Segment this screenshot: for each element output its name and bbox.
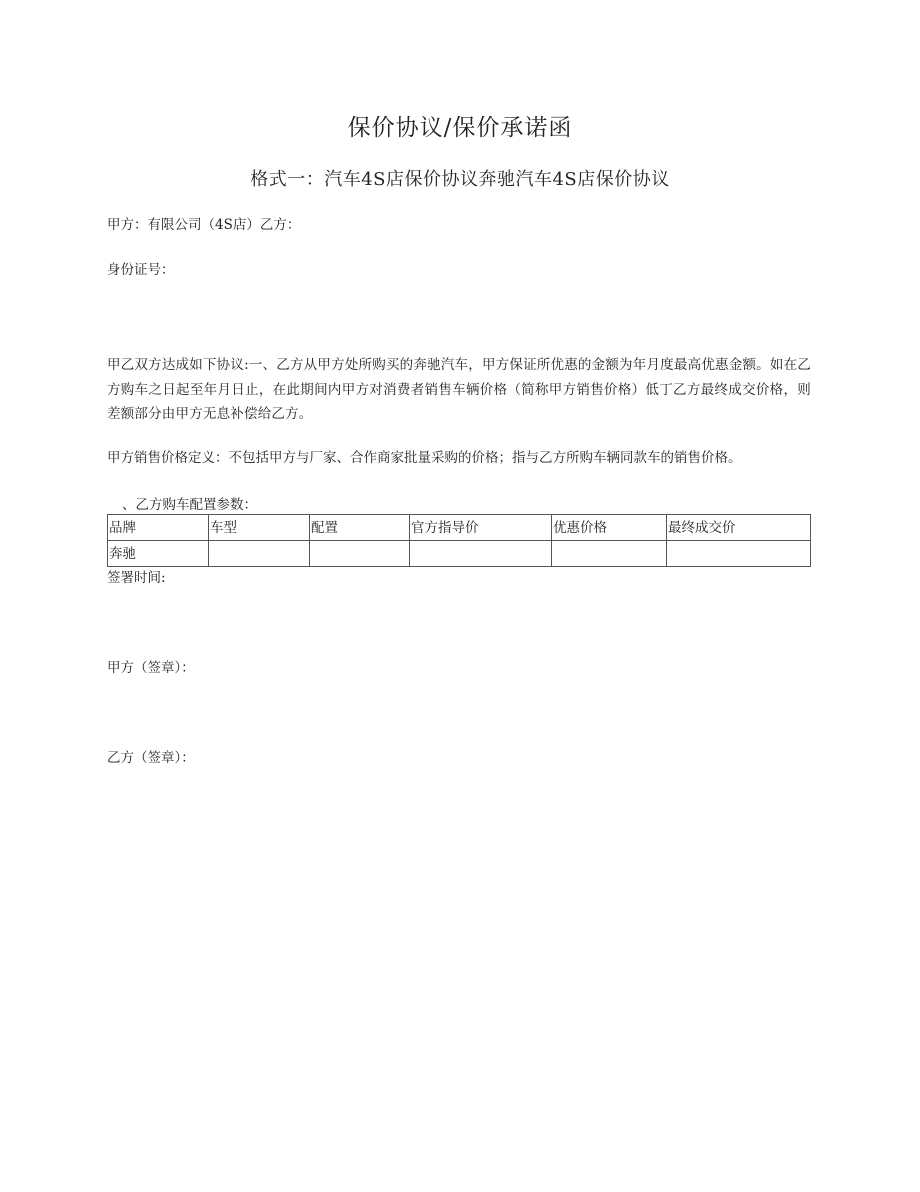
config-header-cell: 车型 (209, 515, 310, 541)
config-cell-brand: 奔驰 (108, 541, 209, 567)
config-caption: 、乙方购车配置参数： (122, 497, 257, 513)
price-definition: 甲方销售价格定义：不包括甲方与厂家、合作商家批量采购的价格；指与乙方所购车辆同款车的销售价格。 (107, 450, 742, 466)
config-cell-final-price (667, 541, 811, 567)
document-title: 保价协议/保价承诺函 (347, 115, 573, 141)
config-cell-model (209, 541, 310, 567)
config-cell-discount-price (552, 541, 667, 567)
config-header-cell: 配置 (310, 515, 410, 541)
party-b-signature: 乙方（签章）： (107, 750, 195, 766)
config-header-cell: 品牌 (108, 515, 209, 541)
config-table-row (108, 541, 811, 567)
config-cell-msrp (410, 541, 552, 567)
sign-time: 签署时间: (107, 570, 166, 586)
config-header-cell: 官方指导价 (410, 515, 552, 541)
document-subtitle: 格式一：汽车4S店保价协议奔驰汽车4S店保价协议 (250, 169, 670, 190)
agreement-paragraph: 甲乙双方达成如下协议:一、乙方从甲方处所购买的奔驰汽车，甲方保证所优惠的金额为年月度最高优惠金额。如在乙方购车之日起至年月日止，在此期间内甲方对消费者销售车辆价格（简称甲方销售价格）低丁乙方最终成交价格，则差额部分由甲方无息补偿给乙方。 (107, 357, 811, 422)
config-header-cell: 最终成交价 (667, 515, 811, 541)
config-table-header-row (108, 515, 811, 541)
party-a-signature: 甲方（签章）： (107, 660, 195, 676)
party-line: 甲方：有限公司（4S店）乙方： (107, 217, 301, 233)
config-header-cell: 优惠价格 (552, 515, 667, 541)
config-table (107, 514, 811, 567)
id-number-line: 身份证号： (107, 262, 175, 278)
config-cell-configuration (310, 541, 410, 567)
